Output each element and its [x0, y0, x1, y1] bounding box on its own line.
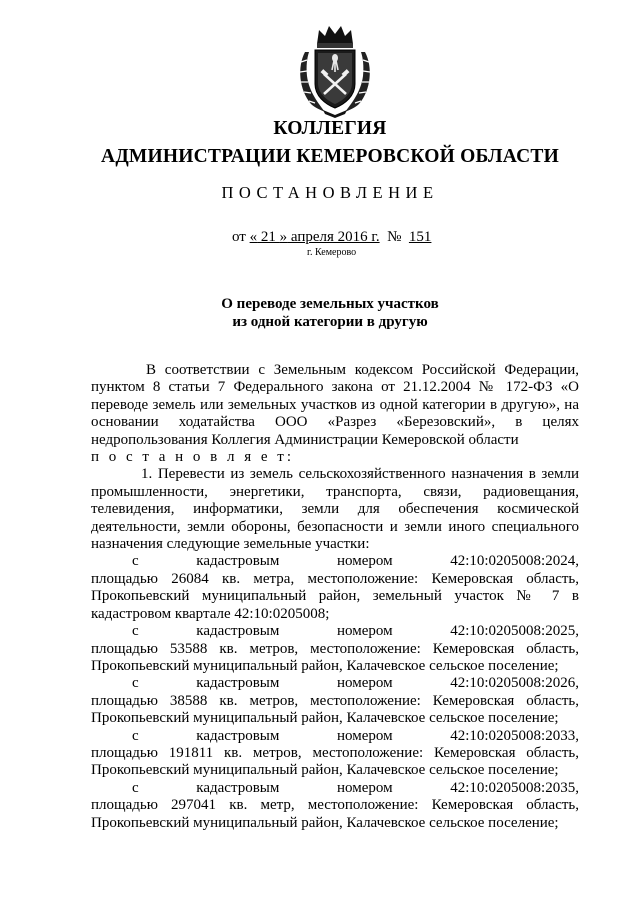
date-day: « 21 » апреля 2016 г.	[249, 229, 380, 245]
parcel-number-row: с кадастровым номером 42:10:0205008:2025,	[132, 623, 579, 640]
date-prefix: от	[232, 229, 246, 245]
list-item	[91, 780, 579, 832]
date-and-number-line	[232, 229, 431, 246]
document-body	[91, 362, 579, 832]
parcel-description: площадью 26084 кв. метра, местоположение: Кемеровская область, Прокопьевский муниципальный район, земельный участок № 7 в кадастровом квартале 42:10:0205008;	[91, 570, 579, 622]
parcel-number-row: с кадастровым номером 42:10:0205008:2024,	[132, 553, 579, 570]
intro-paragraph: В соответствии с Земельным кодексом Российской Федерации, пунктом 8 статьи 7 Федерального закона от 21.12.2004 № 172-ФЗ «О переводе земель или земельных участков из одной категории в другую», на основании ходатайства ООО «Разрез «Березовский», в целях недропользования Коллегия Администрации Кемеровской области	[91, 362, 579, 448]
parcel-cadastral-number: 42:10:0205008:2033,	[450, 727, 579, 744]
decree-word: п о с т а н о в л я е т:	[91, 449, 295, 466]
document-title-line2: из одной категории в другую	[232, 314, 428, 330]
list-item	[91, 623, 579, 675]
parcel-cadastral-number: 42:10:0205008:2024,	[450, 553, 579, 570]
parcel-cadastral-number: 42:10:0205008:2025,	[450, 623, 579, 640]
parcel-cadastral-number: 42:10:0205008:2035,	[450, 779, 579, 796]
parcel-number-row: с кадастровым номером 42:10:0205008:2033,	[132, 727, 579, 744]
parcel-description: площадью 297041 кв. метр, местоположение: Кемеровская область, Прокопьевский муниципальный район, Калачевское сельское поселение;	[91, 797, 579, 831]
parcel-number-row: с кадастровым номером 42:10:0205008:2026,	[132, 675, 579, 692]
parcel-list	[91, 553, 579, 832]
list-item	[91, 728, 579, 780]
city-label: г. Кемерово	[307, 247, 357, 258]
document-number: 151	[408, 229, 432, 245]
document-type: ПОСТАНОВЛЕНИЕ	[221, 183, 439, 202]
parcel-number-row: с кадастровым номером 42:10:0205008:2035,	[132, 779, 579, 796]
item-1-paragraph: 1. Перевести из земель сельскохозяйственного назначения в земли промышленности, энергетики, транспорта, связи, радиовещания, телевидения, информатики, земли для обеспечения космической деятельности, земли обороны, безопасности и земли иного специального назначения следующие земельные участки:	[91, 466, 579, 553]
list-item	[91, 675, 579, 727]
list-item	[91, 553, 579, 623]
org-name-line1: КОЛЛЕГИЯ	[273, 118, 387, 139]
parcel-cadastral-number: 42:10:0205008:2026,	[450, 675, 579, 692]
document-title-line1: О переводе земельных участков	[221, 296, 439, 312]
parcel-description: площадью 53588 кв. метров, местоположение: Кемеровская область, Прокопьевский муниципальный район, Калачевское сельское поселение;	[91, 640, 579, 674]
number-sign: №	[387, 229, 402, 245]
parcel-description: площадью 191811 кв. метров, местоположение: Кемеровская область, Прокопьевский муниципальный район, Калачевское сельское поселение;	[91, 744, 579, 779]
parcel-description: площадью 38588 кв. метров, местоположение: Кемеровская область, Прокопьевский муниципальный район, Калачевское сельское поселение;	[91, 692, 579, 727]
org-name-line2: АДМИНИСТРАЦИИ КЕМЕРОВСКОЙ ОБЛАСТИ	[101, 146, 559, 167]
kemerovo-coat-of-arms-icon	[295, 22, 375, 118]
